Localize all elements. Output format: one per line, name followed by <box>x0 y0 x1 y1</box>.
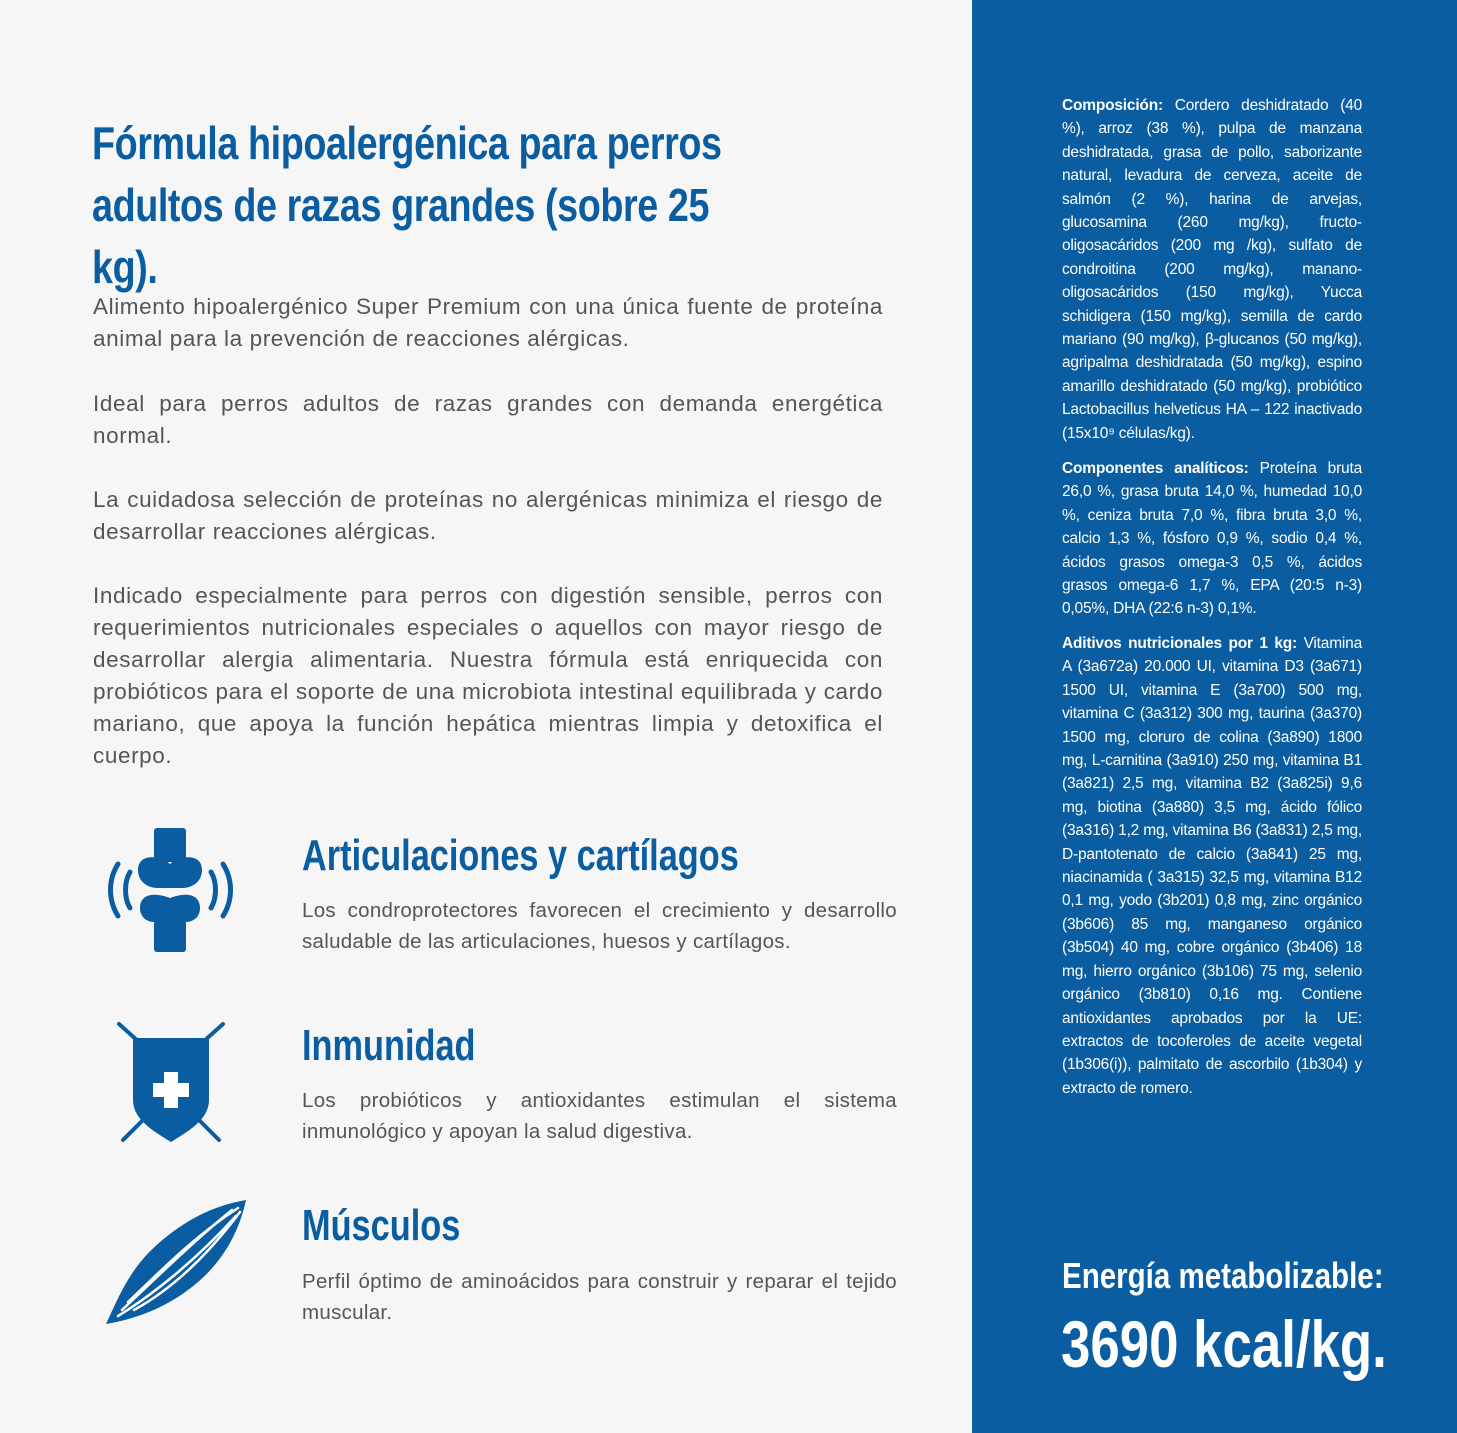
composition-text: Cordero deshidratado (40 %), arroz (38 %), pulpa de manzana deshidratada, grasa de pollo, saborizante natural, levadura de cerveza, aceite de salmón (2 %), harina de arvejas, glucosamina (260 mg/kg), fructo-oligosacáridos (200 mg /kg), sulfato de condroitina (200 mg/kg), manano-oligosacáridos (150 mg/kg), Yucca schidigera (150 mg/kg), semilla de cardo mariano (90 mg/kg), β-glucanos (50 mg/kg), agripalma deshidratada (50 mg/kg), espino amarillo deshidratado (50 mg/kg), probiótico Lactobacillus helveticus HA – 122 inactivado (15x10⁹ células/kg). <box>1062 97 1362 442</box>
feature-title-immunity: Inmunidad <box>302 1021 476 1070</box>
additives-block <box>1062 632 1362 1100</box>
energy-value: 3690 kcal/kg. <box>1061 1307 1387 1381</box>
joint-icon <box>108 826 233 954</box>
composition-label: Composición: <box>1062 97 1163 114</box>
energy-label: Energía metabolizable: <box>1062 1255 1384 1296</box>
analytical-block <box>1062 457 1362 621</box>
analytical-text: Proteína bruta 26,0 %, grasa bruta 14,0 %, humedad 10,0 %, ceniza bruta 7,0 %, fibra bruta 3,0 %, calcio 1,3 %, fósforo 0,9 %, sodio 0,4 %, ácidos grasos omega-3 0,5 %, ácidos grasos omega-6 1,7 %, EPA (20:5 n-3) 0,05%, DHA (22:6 n-3) 0,1%. <box>1062 460 1362 618</box>
additives-text: Vitamina A (3a672a) 20.000 UI, vitamina D3 (3a671) 1500 UI, vitamina E (3a700) 500 mg, vitamina C (3a312) 300 mg, taurina (3a370) 1500 mg, cloruro de colina (3a890) 1800 mg, L-carnitina (3a910) 250 mg, vitamina B1 (3a821) 2,5 mg, vitamina B2 (3a825i) 9,6 mg, biotina (3a880) 3,5 mg, ácido fólico (3a316) 1,2 mg, vitamina B6 (3a831) 2,5 mg, D-pantotenato de calcio (3a841) 25 mg, niacinamida ( 3a315) 32,5 mg, vitamina B12 0,1 mg, yodo (3b201) 0,8 mg, zinc orgánico (3b606) 85 mg, manganeso orgánico (3b504) 40 mg, cobre orgánico (3b406) 18 mg, hierro orgánico (3b106) 75 mg, selenio orgánico (3b810) 0,16 mg. Contiene antioxidantes aprobados por la UE: extractos de tocoferoles de aceite vegetal (1b306(i)), palmitato de ascorbilo (1b304) y extracto de romero. <box>1062 635 1362 1097</box>
intro-paragraph: Alimento hipoalergénico Super Premium con una única fuente de proteína animal para la prevención de reacciones alérgicas. <box>93 294 883 351</box>
composition-block <box>1062 94 1362 445</box>
feature-title-muscles: Músculos <box>302 1201 461 1250</box>
ideal-paragraph: Ideal para perros adultos de razas grandes con demanda energética normal. <box>93 391 883 448</box>
title-line-1: Fórmula hipoalergénica para perros <box>92 117 722 169</box>
feature-title-joints: Articulaciones y cartílagos <box>302 831 739 880</box>
selection-paragraph: La cuidadosa selección de proteínas no alergénicas minimiza el riesgo de desarrollar reacciones alérgicas. <box>93 487 883 544</box>
feature-text-joints: Los condroprotectores favorecen el crecimiento y desarrollo saludable de las articulaciones, huesos y cartílagos. <box>302 899 897 953</box>
feature-text-immunity: Los probióticos y antioxidantes estimulan el sistema inmunológico y apoyan la salud digestiva. <box>302 1089 897 1143</box>
analytical-label: Componentes analíticos: <box>1062 460 1249 477</box>
feature-text-muscles: Perfil óptimo de aminoácidos para construir y reparar el tejido muscular. <box>302 1270 897 1324</box>
page-title <box>92 112 748 298</box>
indications-paragraph: Indicado especialmente para perros con digestión sensible, perros con requerimientos nutricionales especiales o aquellos con mayor riesgo de desarrollar alergia alimentaria. Nuestra fórmula está enriquecida con probióticos para el soporte de una microbiota intestinal equilibrada y cardo mariano, que apoya la función hepática mientras limpia y detoxifica el cuerpo. <box>93 583 883 768</box>
title-line-2: adultos de razas grandes (sobre 25 kg). <box>92 179 710 293</box>
shield-cross-icon <box>115 1020 227 1145</box>
additives-label: Aditivos nutricionales por 1 kg: <box>1062 635 1298 652</box>
muscle-icon <box>100 1198 250 1328</box>
